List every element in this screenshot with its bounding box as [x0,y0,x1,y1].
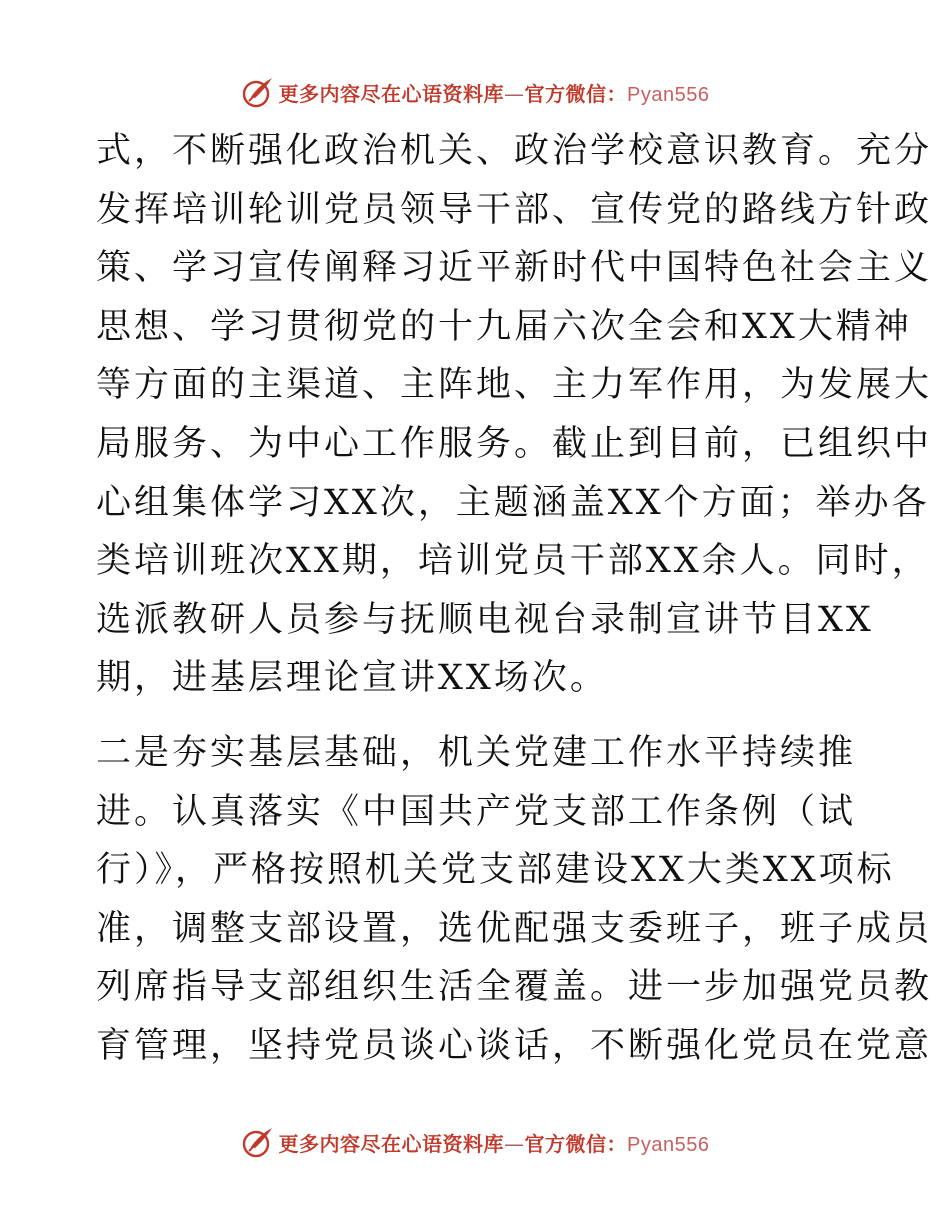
text-line: 式，不断强化政治机关、政治学校意识教育。充分 [96,131,933,171]
footer-banner [0,1122,950,1162]
paragraph [96,122,933,708]
banner-lead: 更多内容尽在心语资料库 [278,81,505,106]
text-line: 行）》，严格按照机关党支部建设XX大类XX项标 [96,850,895,891]
text-line: 育管理，坚持党员谈心谈话，不断强化党员在党意 [96,1025,933,1066]
banner-lead: 更多内容尽在心语资料库 [278,1131,505,1156]
quill-circle-logo-icon [241,1125,275,1159]
banner-wechat-id: Pyan556 [627,1133,710,1156]
banner-separator: — [504,81,525,106]
text-line: 进。认真落实《中国共产党支部工作条例（试 [96,791,857,832]
text-line: 思想、学习贯彻党的十九届六次全会和XX大精神 [96,306,912,347]
text-line: 策、学习宣传阐释习近平新时代中国特色社会主义 [96,248,933,289]
text-line: 类培训班次XX期，培训党员干部XX余人。同时， [96,541,930,582]
banner-text [279,1128,710,1157]
document-body [96,122,933,1076]
paragraph-gap [96,708,856,724]
text-line: 发挥培训轮训党员领导干部、宣传党的路线方针政 [96,189,933,230]
text-line: 准，调整支部设置，选优配强支委班子，班子成员 [96,908,933,949]
text-line: 期，进基层理论宣讲XX场次。 [96,658,608,699]
text-line: 选派教研人员参与抚顺电视台录制宣讲节目XX [96,599,874,640]
text-line: 等方面的主渠道、主阵地、主力军作用，为发展大 [96,365,933,406]
banner-separator: — [504,1131,525,1156]
quill-circle-logo-icon [241,75,275,109]
paragraph [96,724,933,1076]
text-line: 列席指导支部组织生活全覆盖。进一步加强党员教 [96,967,933,1008]
text-line: 局服务、为中心工作服务。截止到目前，已组织中 [96,423,933,464]
banner-contact-label: 官方微信： [524,1131,628,1156]
banner-contact-label: 官方微信： [524,81,628,106]
text-line: 二是夯实基层基础，机关党建工作水平持续推 [96,732,857,773]
text-line: 心组集体学习XX次，主题涵盖XX个方面；举办各 [96,482,930,523]
banner-text [279,78,710,107]
banner-wechat-id: Pyan556 [627,83,710,106]
header-banner [0,72,950,112]
